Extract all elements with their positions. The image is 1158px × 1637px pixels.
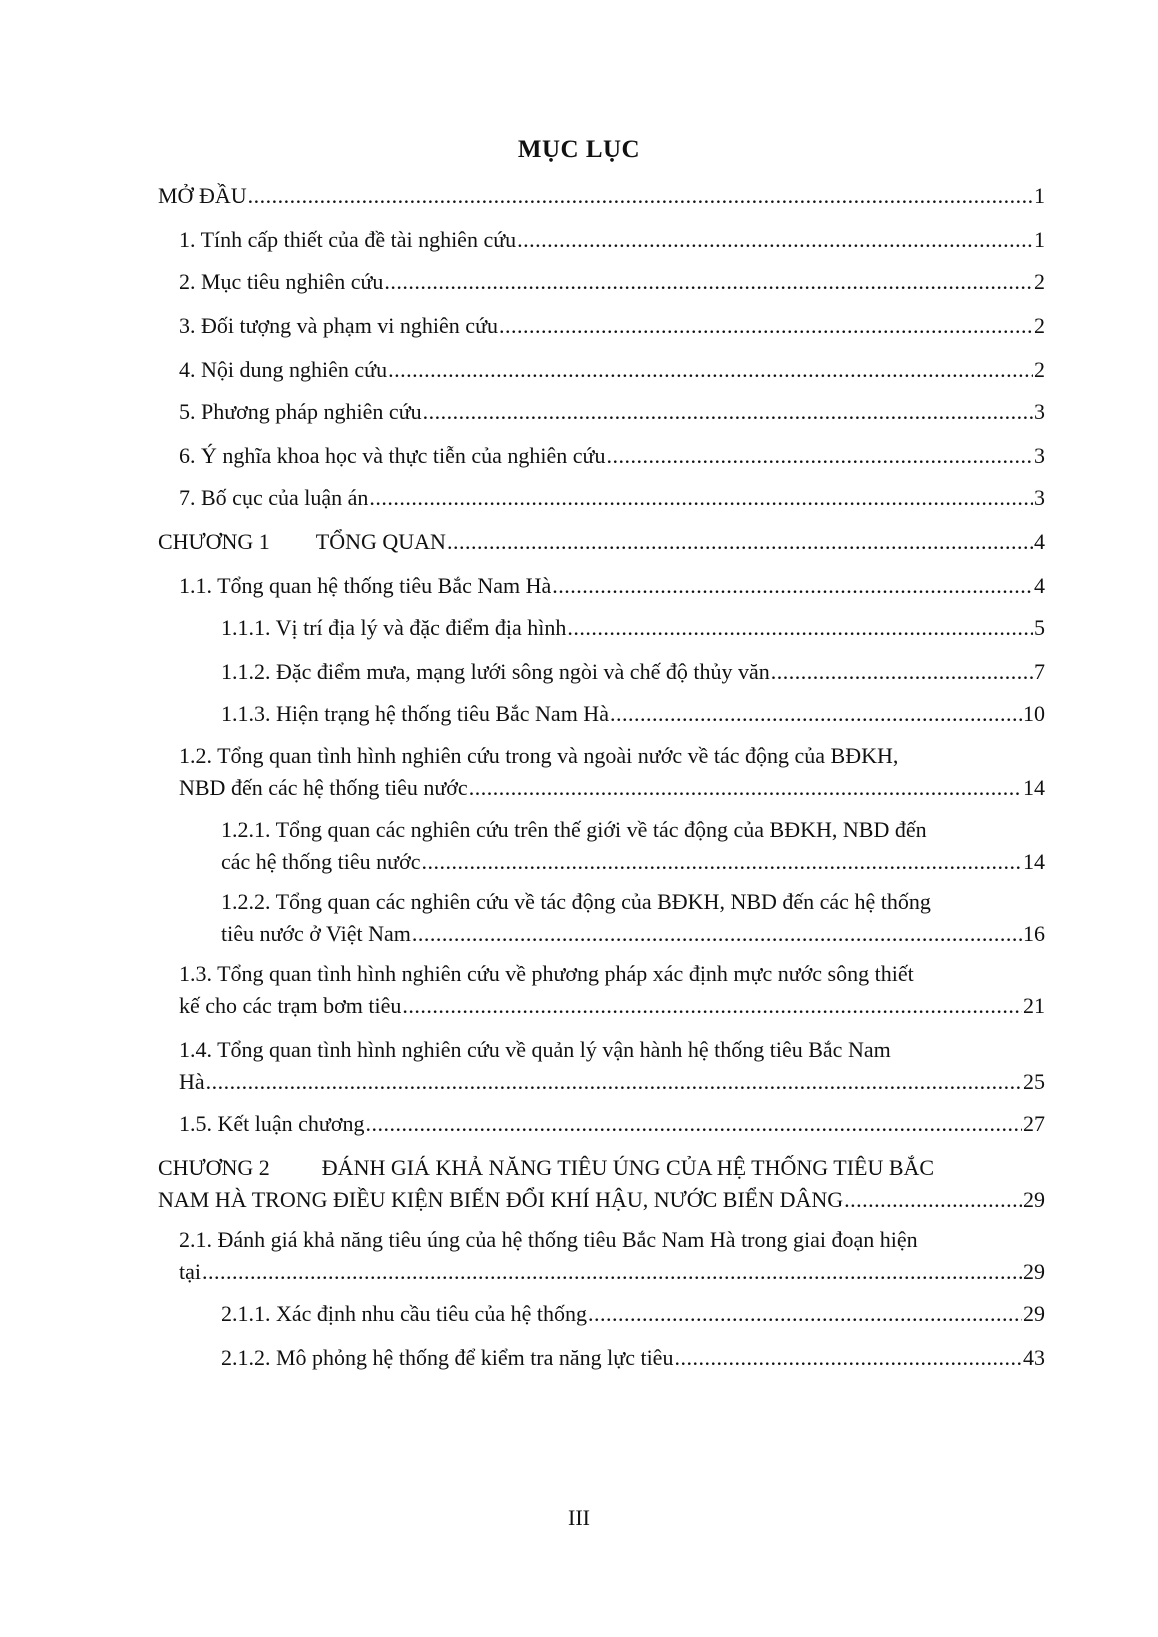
toc-label: 1.1.2. Đặc điểm mưa, mạng lưới sông ngòi và chế độ thủy văn [221, 659, 770, 684]
toc-label: 2. Mục tiêu nghiên cứu [179, 269, 384, 294]
toc-page-number: 14 [1023, 775, 1045, 800]
toc-entry-4[interactable] [179, 354, 1045, 386]
toc-entry-1-2-2[interactable] [221, 886, 1045, 950]
toc-label: 1.5. Kết luận chương [179, 1111, 365, 1136]
leader-dots [365, 1108, 1022, 1140]
leader-dots [552, 570, 1033, 602]
toc-page-number: 27 [1023, 1111, 1045, 1136]
toc-label: NAM HÀ TRONG ĐIỀU KIỆN BIẾN ĐỔI KHÍ HẬU, NƯỚC BIỂN DÂNG [158, 1187, 844, 1212]
toc-page-number: 10 [1023, 701, 1045, 726]
toc-label: 4. Nội dung nghiên cứu [179, 357, 388, 382]
leader-dots [499, 310, 1033, 342]
toc-page-number: 4 [1034, 529, 1045, 554]
page-title: MỤC LỤC [517, 136, 641, 163]
leader-dots [421, 846, 1022, 878]
leader-dots [606, 440, 1033, 472]
toc-label: MỞ ĐẦU [158, 183, 247, 208]
toc-entry-1-1[interactable] [179, 570, 1045, 602]
leader-dots [369, 482, 1033, 514]
toc-entry-3[interactable] [179, 310, 1045, 342]
toc-entry-1-1-3[interactable] [221, 698, 1045, 730]
leader-dots [412, 918, 1022, 950]
toc-label: các hệ thống tiêu nước [221, 849, 421, 874]
toc-label: 1.1.3. Hiện trạng hệ thống tiêu Bắc Nam Hà [221, 701, 609, 726]
leader-dots [610, 698, 1022, 730]
leader-dots [206, 1066, 1022, 1098]
toc-label: 5. Phương pháp nghiên cứu [179, 399, 422, 424]
leader-dots [588, 1298, 1022, 1330]
toc-entry-chapter-1[interactable] [158, 526, 1045, 558]
leader-dots [402, 990, 1022, 1022]
leader-dots [517, 224, 1033, 256]
toc-entry-2[interactable] [179, 266, 1045, 298]
toc-label: 3. Đối tượng và phạm vi nghiên cứu [179, 313, 498, 338]
toc-page-number: 7 [1034, 659, 1045, 684]
toc-page-number: 5 [1034, 615, 1045, 640]
toc-label: 1.1. Tổng quan hệ thống tiêu Bắc Nam Hà [179, 573, 552, 598]
leader-dots [423, 396, 1033, 428]
toc-page-number: 14 [1023, 849, 1045, 874]
toc-entry-1-4[interactable] [179, 1034, 1045, 1098]
toc-entry-7[interactable] [179, 482, 1045, 514]
toc-page-number: 16 [1023, 921, 1045, 946]
toc-page-number: 21 [1023, 993, 1045, 1018]
leader-dots [447, 526, 1033, 558]
toc-entry-5[interactable] [179, 396, 1045, 428]
toc-page-number: 29 [1023, 1187, 1045, 1212]
toc-entry-1-3[interactable] [179, 958, 1045, 1022]
leader-dots [388, 354, 1033, 386]
chapter-number: CHƯƠNG 1 [158, 529, 270, 554]
toc-label-line1: ĐÁNH GIÁ KHẢ NĂNG TIÊU ÚNG CỦA HỆ THỐNG TIÊU BẮC [321, 1155, 935, 1180]
toc-entry-mo-dau[interactable] [158, 180, 1045, 212]
toc-page-number: 2 [1034, 269, 1045, 294]
toc-label: tại [179, 1259, 201, 1284]
toc-label-line1: 1.3. Tổng quan tình hình nghiên cứu về phương pháp xác định mực nước sông thiết [179, 961, 914, 986]
toc-entry-1-2[interactable] [179, 740, 1045, 804]
toc-label: 2.1.1. Xác định nhu cầu tiêu của hệ thống [221, 1301, 587, 1326]
toc-page-number: 3 [1034, 485, 1045, 510]
toc-label-line1: 1.2.1. Tổng quan các nghiên cứu trên thế giới về tác động của BĐKH, NBD đến [221, 817, 927, 842]
toc-entry-2-1[interactable] [179, 1224, 1045, 1288]
toc-label: 2.1.2. Mô phỏng hệ thống để kiểm tra năng lực tiêu [221, 1345, 674, 1370]
toc-label: 7. Bố cục của luận án [179, 485, 369, 510]
toc-page-number: 4 [1034, 573, 1045, 598]
leader-dots [384, 266, 1033, 298]
toc-label: 6. Ý nghĩa khoa học và thực tiễn của nghiên cứu [179, 443, 606, 468]
chapter-number: CHƯƠNG 2 [158, 1155, 270, 1180]
toc-entry-1-1-1[interactable] [221, 612, 1045, 644]
leader-dots [469, 772, 1022, 804]
page-number-footer: III [568, 1505, 590, 1530]
toc-entry-1-2-1[interactable] [221, 814, 1045, 878]
toc-page-number: 3 [1034, 443, 1045, 468]
toc-label: 1.1.1. Vị trí địa lý và đặc điểm địa hình [221, 615, 567, 640]
leader-dots [248, 180, 1033, 212]
toc-page-number: 29 [1023, 1301, 1045, 1326]
toc-entry-6[interactable] [179, 440, 1045, 472]
toc-page-number: 2 [1034, 357, 1045, 382]
toc-entry-1-5[interactable] [179, 1108, 1045, 1140]
toc-entry-2-1-1[interactable] [221, 1298, 1045, 1330]
leader-dots [202, 1256, 1022, 1288]
toc-page-number: 43 [1023, 1345, 1045, 1370]
toc-page-number: 29 [1023, 1259, 1045, 1284]
toc-page-number: 3 [1034, 399, 1045, 424]
toc-label: Hà [179, 1069, 205, 1094]
toc-entry-2-1-2[interactable] [221, 1342, 1045, 1374]
toc-label: TỔNG QUAN [315, 529, 446, 554]
toc-page-number: 2 [1034, 313, 1045, 338]
toc-label: 1. Tính cấp thiết của đề tài nghiên cứu [179, 227, 517, 252]
toc-label-line1: 1.2. Tổng quan tình hình nghiên cứu trong và ngoài nước về tác động của BĐKH, [179, 743, 899, 768]
leader-dots [844, 1184, 1022, 1216]
leader-dots [567, 612, 1033, 644]
toc-page-number: 1 [1034, 183, 1045, 208]
toc-label-line1: 1.4. Tổng quan tình hình nghiên cứu về quản lý vận hành hệ thống tiêu Bắc Nam [179, 1037, 891, 1062]
toc-label: NBD đến các hệ thống tiêu nước [179, 775, 468, 800]
leader-dots [674, 1342, 1022, 1374]
toc-entry-chapter-2[interactable] [158, 1152, 1045, 1216]
leader-dots [771, 656, 1033, 688]
toc-entry-1[interactable] [179, 224, 1045, 256]
toc-label-line1: 1.2.2. Tổng quan các nghiên cứu về tác động của BĐKH, NBD đến các hệ thống [221, 889, 931, 914]
toc-page-number: 1 [1034, 227, 1045, 252]
toc-label: tiêu nước ở Việt Nam [221, 921, 411, 946]
toc-entry-1-1-2[interactable] [221, 656, 1045, 688]
toc-label: kế cho các trạm bơm tiêu [179, 993, 402, 1018]
toc-page-number: 25 [1023, 1069, 1045, 1094]
toc-label-line1: 2.1. Đánh giá khả năng tiêu úng của hệ thống tiêu Bắc Nam Hà trong giai đoạn hiện [179, 1227, 918, 1252]
